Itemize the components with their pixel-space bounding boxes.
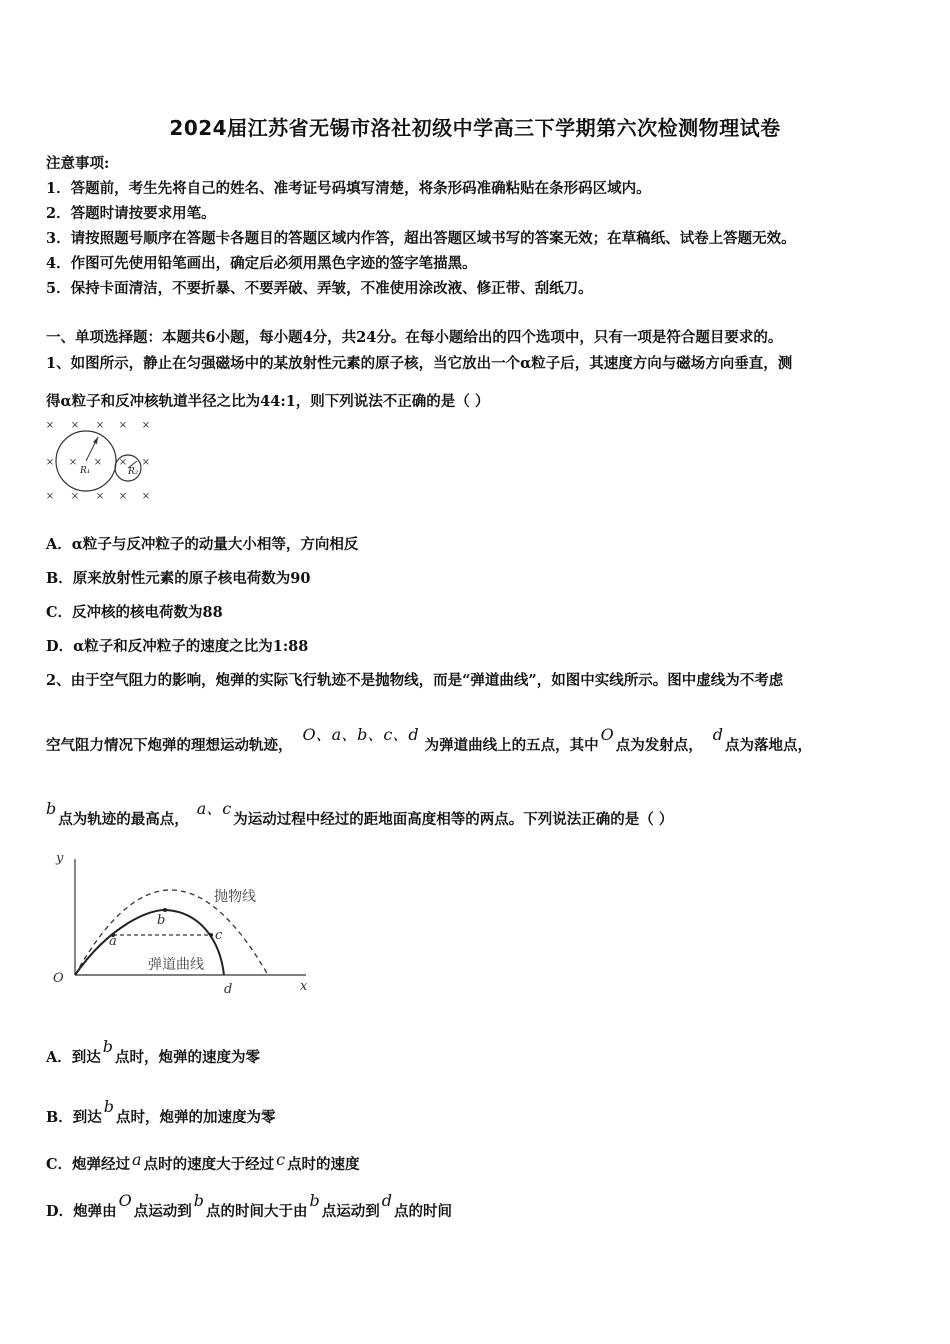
option-text: 点时，炮弹的速度为零 bbox=[115, 1049, 260, 1066]
notice-item: 3．请按照题号顺序在答题卡各题目的答题区域内作答，超出答题区域书写的答案无效；在草稿纸、试卷上答题无效。 bbox=[46, 230, 796, 247]
option-text: 点运动到 bbox=[133, 1203, 192, 1220]
field-cross: × bbox=[70, 420, 80, 431]
q1-magnetic-field-figure bbox=[40, 413, 160, 508]
field-cross: × bbox=[45, 491, 55, 502]
q1-option-a[interactable]: A．α粒子与反冲粒子的动量大小相等，方向相反 bbox=[46, 536, 359, 553]
option-var: b bbox=[103, 1097, 115, 1116]
q2-option-a[interactable] bbox=[46, 1037, 260, 1067]
field-cross: × bbox=[95, 491, 105, 502]
q2-trajectory-figure bbox=[40, 845, 320, 1000]
field-cross: × bbox=[118, 420, 128, 431]
option-var: a bbox=[132, 1150, 142, 1169]
notice-item: 2．答题时请按要求用笔。 bbox=[46, 205, 216, 222]
radius-r1-arrow bbox=[93, 437, 98, 444]
option-text: C．炮弹经过 bbox=[46, 1156, 131, 1173]
field-cross: × bbox=[141, 491, 151, 502]
q2-option-b[interactable] bbox=[46, 1097, 276, 1127]
field-cross: × bbox=[70, 491, 80, 502]
point-a-label: a bbox=[109, 934, 117, 949]
ballistic-label: 弹道曲线 bbox=[148, 957, 204, 973]
point-c-label: c bbox=[215, 928, 223, 943]
r2-label: R₂ bbox=[128, 467, 139, 477]
q1-option-b[interactable]: B．原来放射性元素的原子核电荷数为90 bbox=[46, 570, 311, 587]
q2-text: 点为发射点， bbox=[615, 737, 703, 754]
notice-heading: 注意事项: bbox=[46, 155, 110, 172]
q2-option-c[interactable] bbox=[46, 1150, 360, 1174]
point-d-label: d bbox=[224, 982, 233, 997]
page-title: 2024届江苏省无锡市洛社初级中学高三下学期第六次检测物理试卷 bbox=[169, 116, 781, 140]
q2-text: 为运动过程中经过的距地面高度相等的两点。下列说法正确的是（ ） bbox=[233, 811, 674, 828]
option-var: b bbox=[309, 1191, 320, 1210]
field-cross: × bbox=[118, 491, 128, 502]
q2-var-d: d bbox=[712, 725, 723, 744]
q2-text: 空气阻力情况下炮弹的理想运动轨迹， bbox=[46, 737, 293, 754]
field-cross: × bbox=[118, 457, 128, 468]
notice-item: 5．保持卡面清洁，不要折暴、不要弄破、弄皱，不准使用涂改液、修正带、刮纸刀。 bbox=[46, 280, 593, 297]
q2-stem-line3 bbox=[46, 799, 674, 829]
field-cross: × bbox=[45, 457, 55, 468]
parabola-label: 抛物线 bbox=[214, 889, 256, 905]
r1-label: R₁ bbox=[80, 466, 91, 476]
option-text: 点时的速度 bbox=[287, 1156, 360, 1173]
section-heading: 一、单项选择题：本题共6小题，每小题4分，共24分。在每小题给出的四个选项中，只有一项是符合题目要求的。 bbox=[46, 329, 783, 346]
origin-label: O bbox=[53, 971, 64, 986]
option-text: 点的时间 bbox=[393, 1203, 452, 1220]
q2-var-ac: a、c bbox=[196, 799, 232, 818]
q2-text: 为弹道曲线上的五点，其中 bbox=[424, 737, 599, 754]
option-var: O bbox=[118, 1191, 132, 1210]
q1-stem-line2: 得α粒子和反冲核轨道半径之比为44:1，则下列说法不正确的是（ ） bbox=[46, 393, 490, 410]
field-cross: × bbox=[141, 420, 151, 431]
y-axis-label: y bbox=[56, 851, 64, 866]
q1-stem-line1: 1、如图所示，静止在匀强磁场中的某放射性元素的原子核，当它放出一个α粒子后，其速度方向与磁场方向垂直，测 bbox=[46, 355, 793, 372]
option-text: D．炮弹由 bbox=[46, 1203, 117, 1220]
q1-option-d[interactable]: D．α粒子和反冲粒子的速度之比为1:88 bbox=[46, 638, 309, 655]
option-text: 点时的速度大于经过 bbox=[143, 1156, 275, 1173]
option-text: 点的时间大于由 bbox=[205, 1203, 308, 1220]
q2-points-var: O、a、b、c、d bbox=[302, 725, 419, 744]
option-text: 点运动到 bbox=[321, 1203, 380, 1220]
notice-item: 1．答题前，考生先将自己的姓名、准考证号码填写清楚，将条形码准确粘贴在条形码区域内。 bbox=[46, 180, 651, 197]
option-var: c bbox=[276, 1150, 286, 1169]
q1-option-c[interactable]: C．反冲核的核电荷数为88 bbox=[46, 604, 223, 621]
q2-stem-line1: 2、由于空气阻力的影响，炮弹的实际飞行轨迹不是抛物线，而是“弹道曲线”，如图中实线所示。图中虚线为不考虑 bbox=[46, 672, 784, 689]
field-cross: × bbox=[95, 420, 105, 431]
notice-item: 4．作图可先使用铅笔画出，确定后必须用黑色字迹的签字笔描黑。 bbox=[46, 255, 477, 272]
q2-var-b: b bbox=[46, 799, 57, 818]
field-cross: × bbox=[141, 457, 151, 468]
q2-stem-line2 bbox=[46, 725, 812, 755]
point-b bbox=[163, 908, 167, 912]
field-cross: × bbox=[45, 420, 55, 431]
field-cross: × bbox=[68, 457, 78, 468]
option-text: B．到达 bbox=[46, 1109, 102, 1126]
option-var: b bbox=[102, 1037, 113, 1056]
option-var: b bbox=[193, 1191, 204, 1210]
option-var: d bbox=[381, 1191, 392, 1210]
q2-text: 点为落地点， bbox=[724, 737, 812, 754]
option-text: 点时，炮弹的加速度为零 bbox=[116, 1109, 276, 1126]
x-axis-label: x bbox=[300, 979, 308, 994]
point-c bbox=[209, 933, 213, 937]
option-text: A．到达 bbox=[46, 1049, 101, 1066]
q2-option-d[interactable] bbox=[46, 1191, 452, 1221]
field-cross: × bbox=[93, 457, 103, 468]
q2-var-O: O bbox=[600, 725, 614, 744]
point-b-label: b bbox=[157, 913, 166, 928]
q2-text: 点为轨迹的最高点， bbox=[58, 811, 189, 828]
